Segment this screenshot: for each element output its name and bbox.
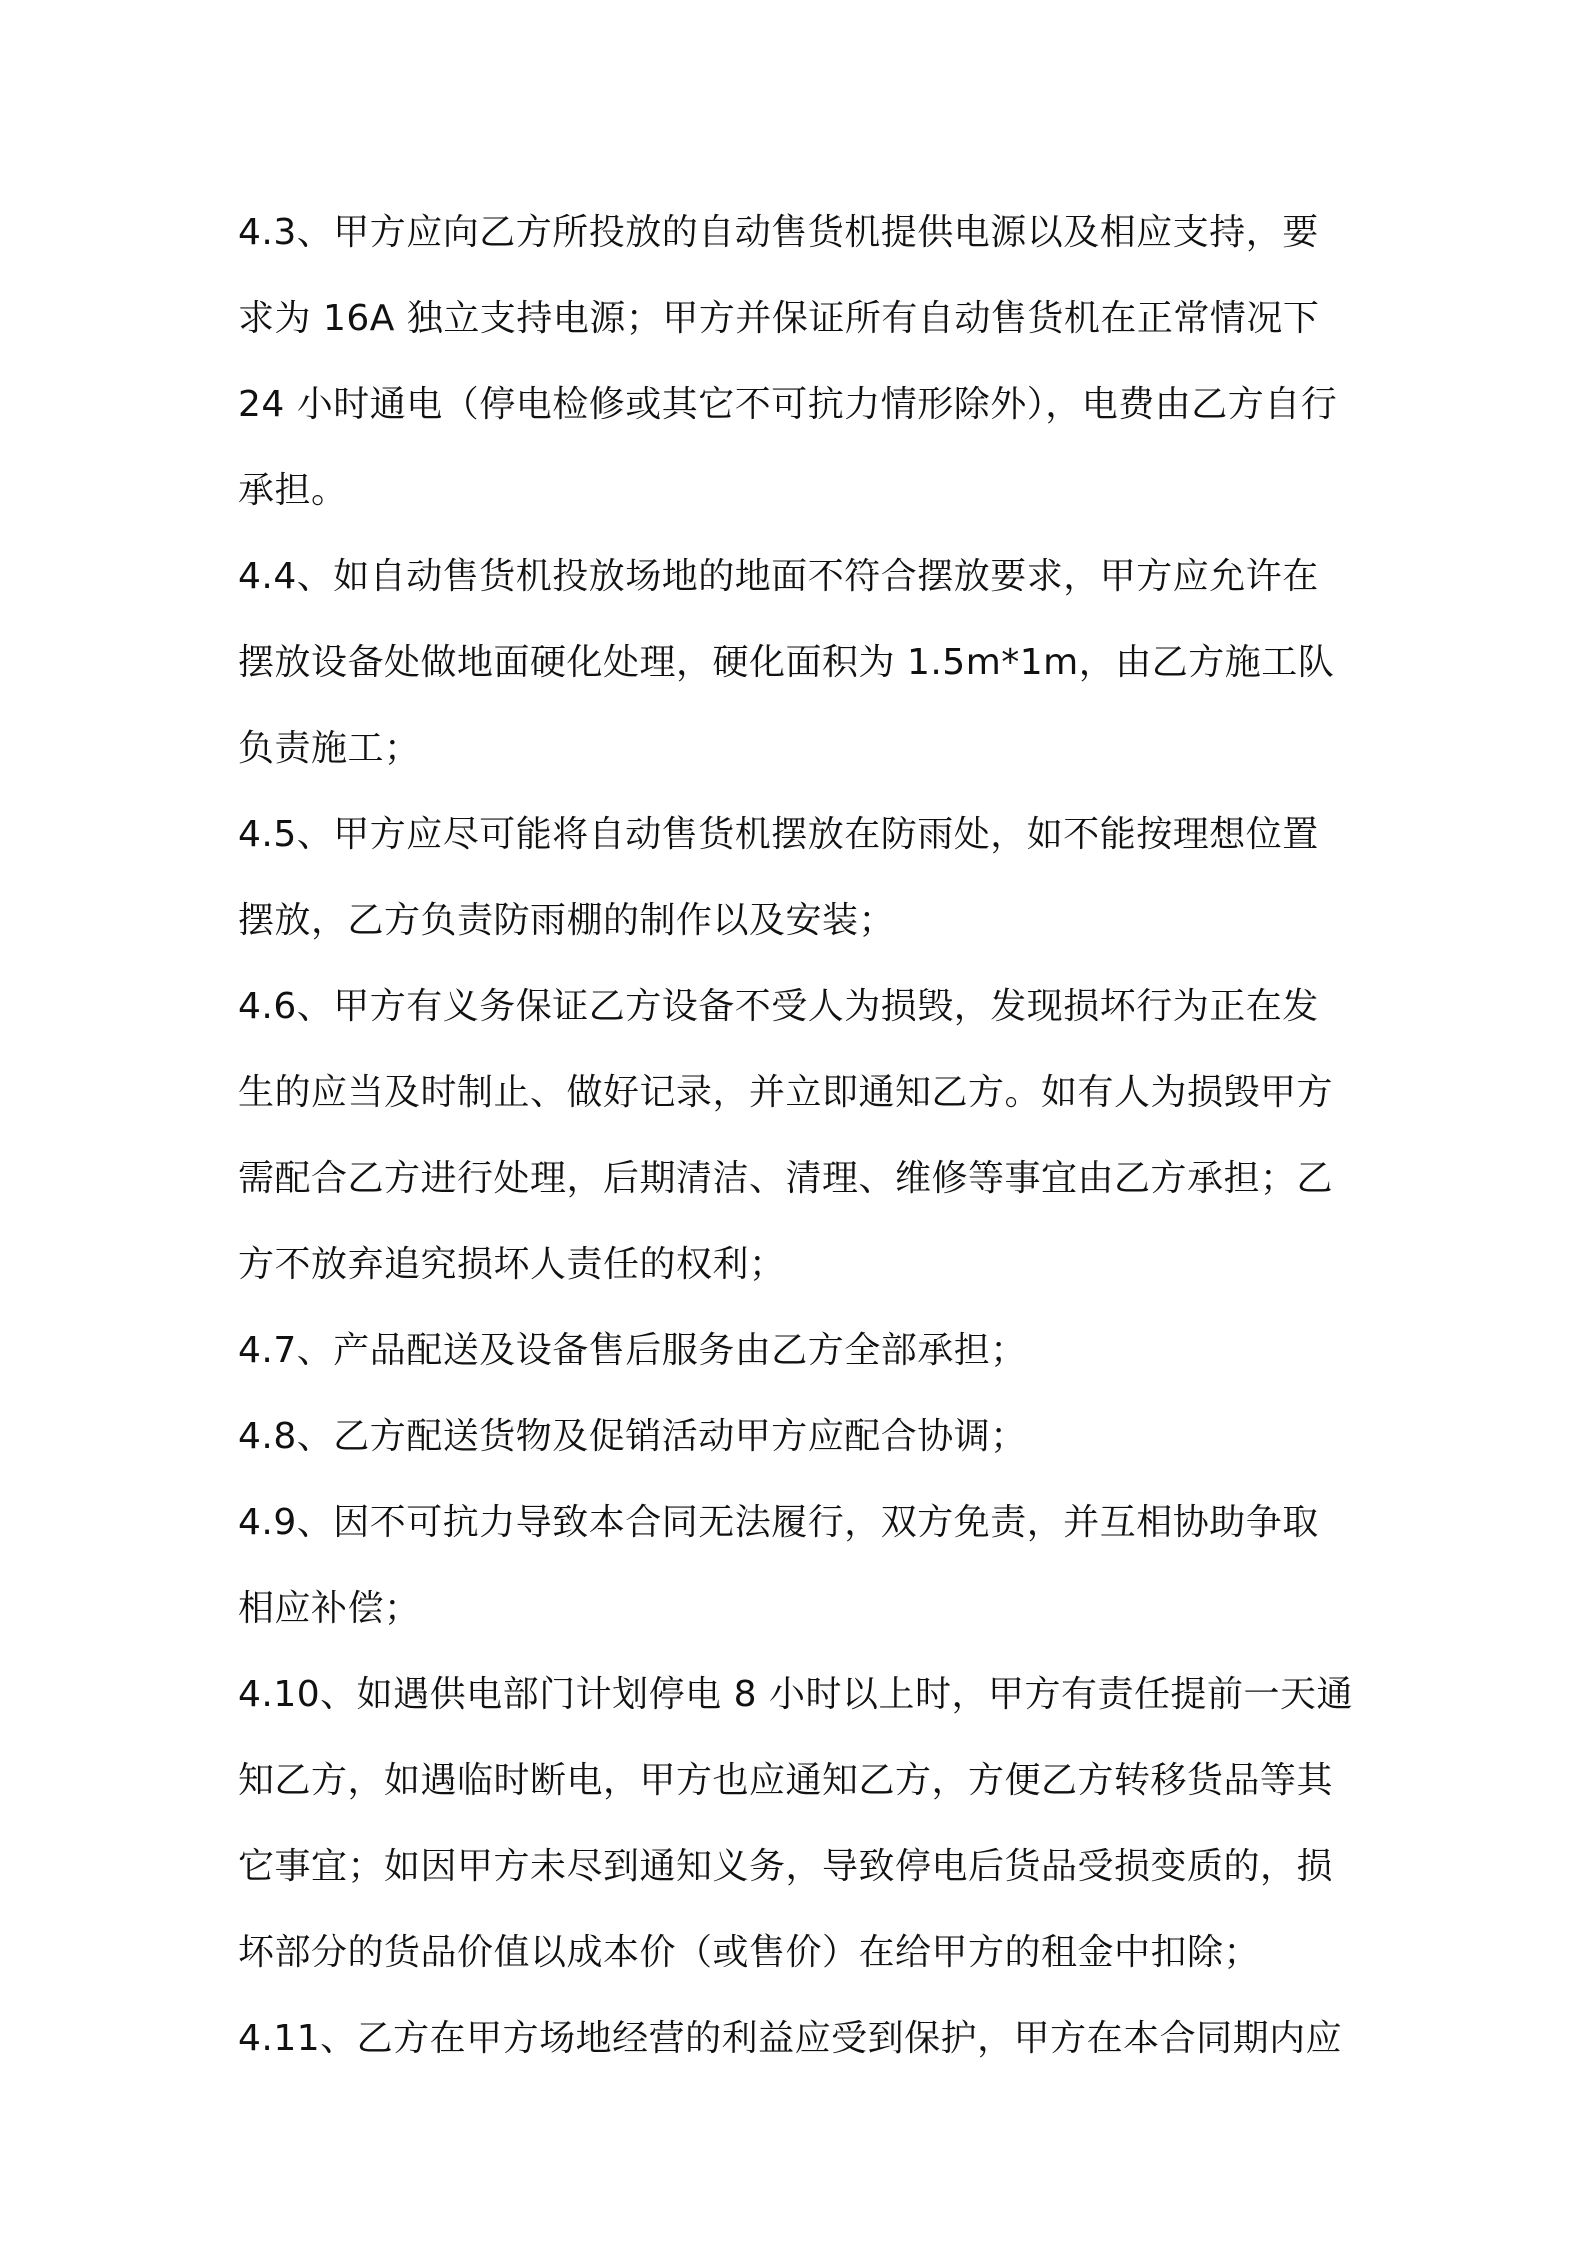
text-line: 24 小时通电（停电检修或其它不可抗力情形除外），电费由乙方自行 — [238, 384, 1338, 425]
text-line: 4.5、甲方应尽可能将自动售货机摆放在防雨处，如不能按理想位置 — [238, 814, 1319, 855]
contract-clauses — [238, 190, 1358, 2082]
text-line: 方不放弃追究损坏人责任的权利； — [238, 1244, 786, 1285]
text-line: 承担。 — [238, 470, 348, 511]
text-line: 4.9、因不可抗力导致本合同无法履行，双方免责，并互相协助争取 — [238, 1502, 1319, 1543]
text-line: 负责施工； — [238, 728, 421, 769]
text-line: 知乙方，如遇临时断电，甲方也应通知乙方，方便乙方转移货品等其 — [238, 1760, 1334, 1801]
text-line: 相应补偿； — [238, 1588, 421, 1629]
text-line: 生的应当及时制止、做好记录，并立即通知乙方。如有人为损毁甲方 — [238, 1072, 1334, 1113]
text-line: 需配合乙方进行处理，后期清洁、清理、维修等事宜由乙方承担；乙 — [238, 1158, 1334, 1199]
text-line: 求为 16A 独立支持电源；甲方并保证所有自动售货机在正常情况下 — [238, 298, 1320, 339]
text-line: 4.8、乙方配送货物及促销活动甲方应配合协调； — [238, 1416, 1027, 1457]
text-line: 摆放设备处做地面硬化处理，硬化面积为 1.5m*1m，由乙方施工队 — [238, 642, 1335, 683]
text-line: 坏部分的货品价值以成本价（或售价）在给甲方的租金中扣除； — [238, 1932, 1261, 1973]
text-line: 摆放，乙方负责防雨棚的制作以及安装； — [238, 900, 896, 941]
text-line: 4.10、如遇供电部门计划停电 8 小时以上时，甲方有责任提前一天通 — [238, 1674, 1353, 1715]
text-line: 4.3、甲方应向乙方所投放的自动售货机提供电源以及相应支持，要 — [238, 212, 1319, 253]
text-line: 4.11、乙方在甲方场地经营的利益应受到保护，甲方在本合同期内应 — [238, 2018, 1343, 2059]
text-line: 4.6、甲方有义务保证乙方设备不受人为损毁，发现损坏行为正在发 — [238, 986, 1319, 1027]
text-line: 4.7、产品配送及设备售后服务由乙方全部承担； — [238, 1330, 1027, 1371]
text-line: 4.4、如自动售货机投放场地的地面不符合摆放要求，甲方应允许在 — [238, 556, 1319, 597]
text-line: 它事宜；如因甲方未尽到通知义务，导致停电后货品受损变质的，损 — [238, 1846, 1334, 1887]
